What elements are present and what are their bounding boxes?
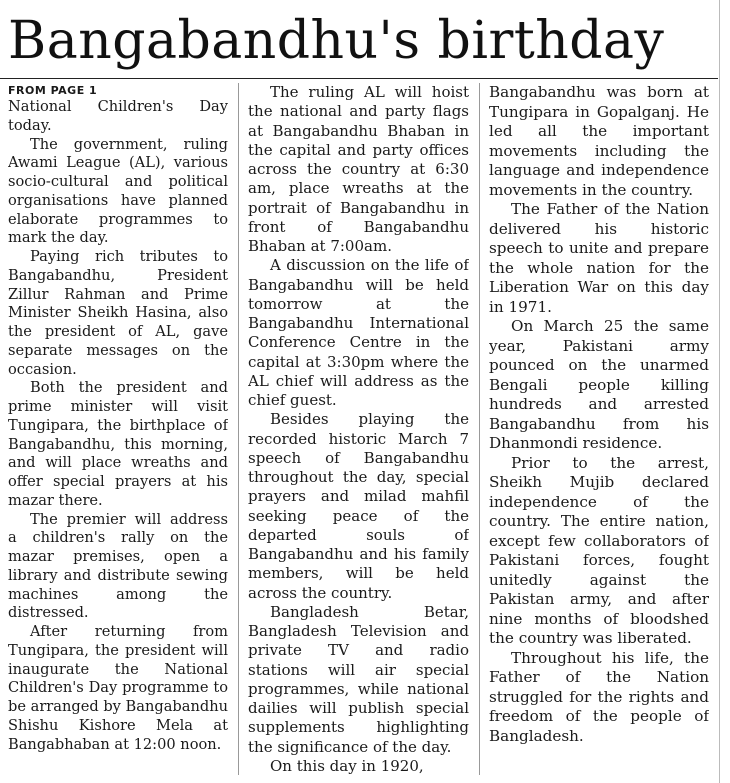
page-edge-rule [719,0,720,783]
column-separator [238,83,239,775]
paragraph: Bangabandhu was born at Tungipara in Gopalganj. He led all the important movements including the language and independence movements in the country. [489,83,709,199]
headline: Bangabandhu's birthday [8,11,665,71]
paragraph: The ruling AL will hoist the national and party flags at Bangabandhu Bhaban in the capital and party offices across the country at 6:30 am, place wreaths at the portrait of Bangabandhu in front of Bangabandhu Bhaban at 7:00am. [248,83,469,255]
paragraph: On this day in 1920, [270,756,424,775]
paragraph: Besides playing the recorded historic March 7 speech of Bangabandhu throughout the day, special prayers and milad mahfil seeking peace of the departed souls of Bangabandhu and his family members, will be held across the country. [248,410,469,602]
article-column-3 [489,83,709,778]
article-column-2 [248,83,469,778]
paragraph: On March 25 the same year, Pakistani army pounced on the unarmed Bengali people killing hundreds and arrested Bangabandhu from his Dhanmondi residence. [489,317,709,452]
paragraph: Prior to the arrest, Sheikh Mujib declared independence of the country. The entire nation, except few collaborators of Pakistani forces, fought unitedly against the Pakistan army, and after nine months of bloodshed the country was liberated. [489,453,709,647]
paragraph: After returning from Tungipara, the president will inaugurate the National Children's Day programme to be arranged by Bangabandhu Shishu Kishore Mela at Bangabhaban at 12:00 noon. [8,623,228,753]
jump-label: FROM PAGE 1 [8,84,98,97]
paragraph: Paying rich tributes to Bangabandhu, President Zillur Rahman and Prime Minister Sheikh Hasina, also the president of AL, gave separate messages on the occasion. [8,248,228,378]
paragraph: Throughout his life, the Father of the Nation struggled for the rights and freedom of the people of Bangladesh. [489,648,709,745]
paragraph: Bangladesh Betar, Bangladesh Television and private TV and radio stations will air special programmes, while national dailies will publish special supplements highlighting the significance of the day. [248,602,469,756]
paragraph: The premier will address a children's rally on the mazar premises, open a library and distribute sewing machines among the distressed. [8,510,228,622]
paragraph: A discussion on the life of Bangabandhu will be held tomorrow at the Bangabandhu International Conference Centre in the capital at 3:30pm where the AL chief will address as the chief guest. [248,256,469,409]
paragraph: The government, ruling Awami League (AL), various socio-cultural and political organisations have planned elaborate programmes to mark the day. [8,135,228,247]
column-separator [479,83,480,775]
article-column-1 [8,83,228,778]
paragraph: The Father of the Nation delivered his historic speech to unite and prepare the whole nation for the Liberation War on this day in 1971. [489,200,709,316]
headline-rule [0,78,718,79]
paragraph: National Children's Day today. [8,98,228,134]
paragraph: Both the president and prime minister will visit Tungipara, the birthplace of Bangabandhu, this morning, and will place wreaths and offer special prayers at his mazar there. [8,379,228,509]
